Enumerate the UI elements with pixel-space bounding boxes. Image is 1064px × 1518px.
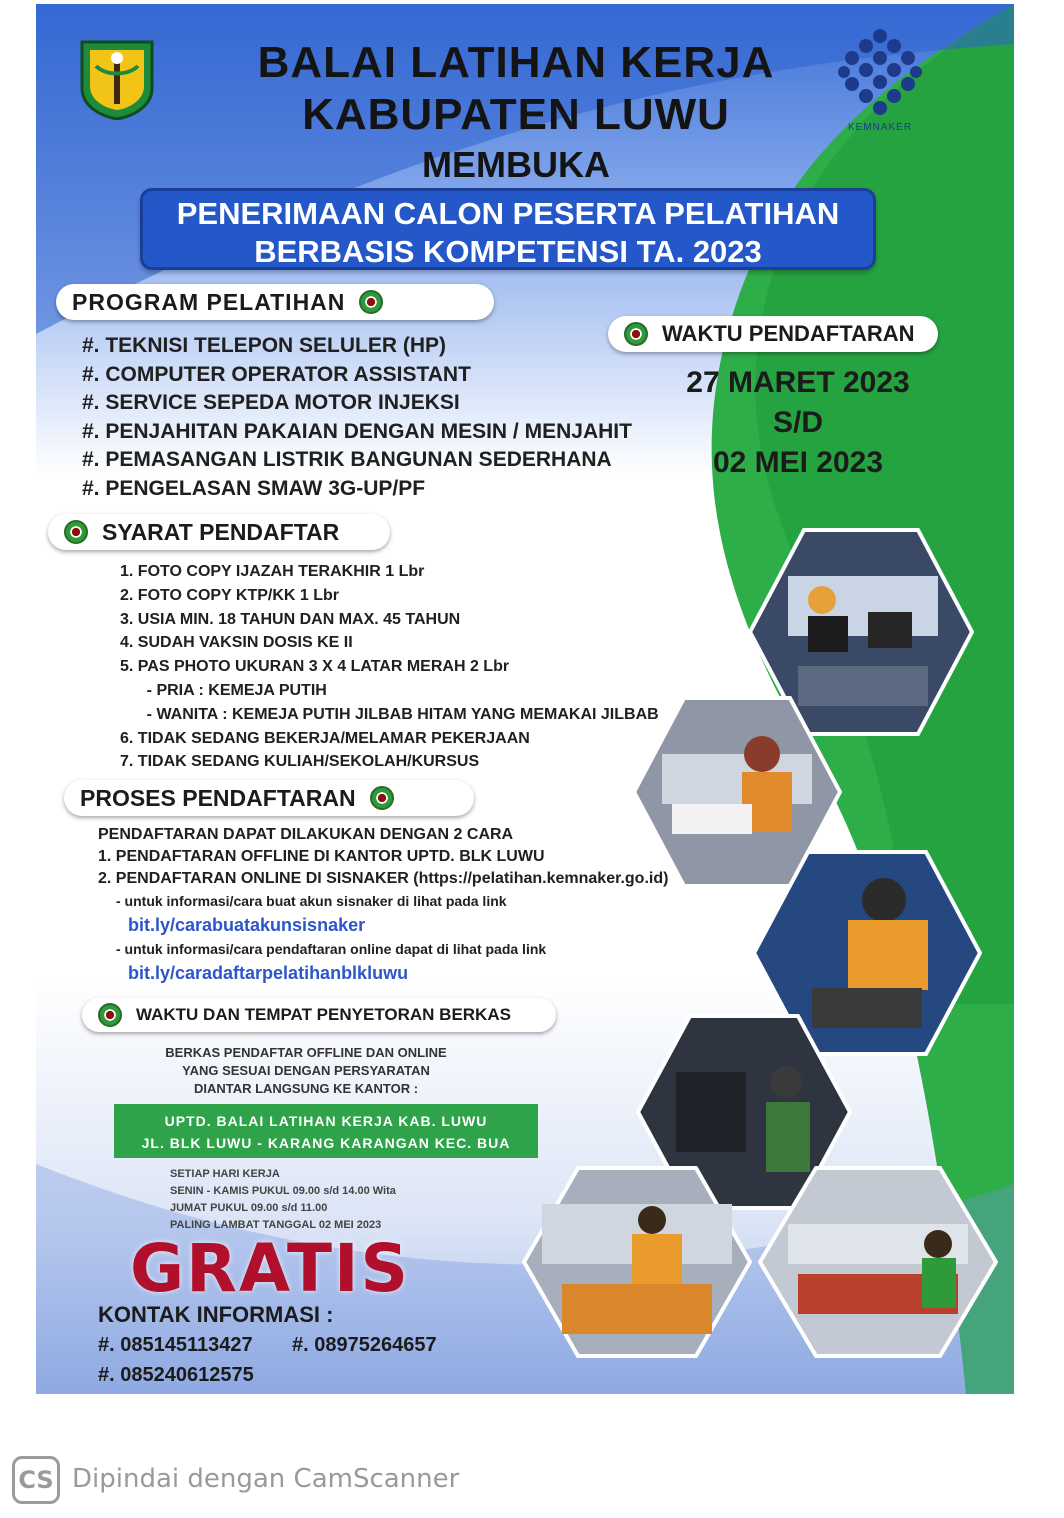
program-item: #. PEMASANGAN LISTRIK BANGUNAN SEDERHANA [82,448,612,471]
camscanner-text: Dipindai dengan CamScanner [72,1464,460,1494]
address-line: JL. BLK LUWU - KARANG KARANGAN KEC. BUA [141,1135,511,1151]
phone-number: #. 085240612575 [98,1364,254,1386]
berkas-line: DIANTAR LANGSUNG KE KANTOR : [193,1081,419,1096]
address-line: UPTD. BALAI LATIHAN KERJA KAB. LUWU [164,1113,488,1129]
proses-note: - untuk informasi/cara pendaftaran online dapat di lihat pada link [116,941,547,957]
bullet-icon [98,1003,122,1027]
kontak-heading: KONTAK INFORMASI : [98,1302,334,1327]
berkas-line: YANG SESUAI DENGAN PERSYARATAN [182,1063,430,1078]
syarat-item: - WANITA : KEMEJA PUTIH JILBAB HITAM YANG MEMAKAI JILBAB [120,705,659,723]
banner-line-1: PENERIMAAN CALON PESERTA PELATIHAN [176,196,840,231]
syarat-list [120,560,659,774]
proses-intro: PENDAFTARAN DAPAT DILAKUKAN DENGAN 2 CARA [98,826,514,843]
proses-item-online: 2. PENDAFTARAN ONLINE DI SISNAKER (https://pelatihan.kemnaker.go.id) [98,870,669,887]
program-item: #. SERVICE SEPEDA MOTOR INJEKSI [82,391,460,414]
waktu-heading [608,316,938,352]
jadwal-line: PALING LAMBAT TANGGAL 02 MEI 2023 [170,1219,382,1231]
photo-phone-repair-class [758,1164,998,1360]
berkas-text [116,1044,496,1098]
bullet-icon [370,786,394,810]
camscanner-icon: CS [12,1456,60,1504]
bullet-icon [359,290,383,314]
jadwal-line: SETIAP HARI KERJA [170,1168,280,1180]
poster [36,4,1014,1394]
kemnaker-caption: KEMNAKER [847,122,913,133]
link-buat-akun[interactable]: bit.ly/carabuatakunsisnaker [128,915,366,935]
program-item: #. COMPUTER OPERATOR ASSISTANT [82,362,471,386]
link-daftar-pelatihan[interactable]: bit.ly/caradaftarpelatihanblkluwu [128,963,409,983]
proses-heading-text: PROSES PENDAFTARAN [80,784,356,811]
waktu-end: 02 MEI 2023 [712,446,884,479]
syarat-heading [48,514,390,550]
proses-item-offline: 1. PENDAFTARAN OFFLINE DI KANTOR UPTD. BLK LUWU [98,848,545,865]
proses-note: - untuk informasi/cara buat akun sisnaker di lihat pada link [116,893,507,909]
program-heading-text: PROGRAM PELATIHAN [72,288,346,315]
photo-electrical-class [522,1164,752,1360]
bullet-icon [624,322,648,346]
syarat-item: 7. TIDAK SEDANG KULIAH/SEKOLAH/KURSUS [120,753,480,771]
program-item: #. PENJAHITAN PAKAIAN DENGAN MESIN / MENJAHIT [82,419,632,443]
waktu-heading-text: WAKTU PENDAFTARAN [662,321,915,346]
bullet-icon [64,520,88,544]
program-list [82,332,632,503]
syarat-item: 4. SUDAH VAKSIN DOSIS KE II [120,634,353,652]
syarat-item: 2. FOTO COPY KTP/KK 1 Lbr [120,586,339,604]
title-line-1: BALAI LATIHAN KERJA [257,38,775,87]
kemnaker-logo-icon [832,26,928,118]
penyetoran-heading-text: WAKTU DAN TEMPAT PENYETORAN BERKAS [136,1005,511,1024]
syarat-heading-text: SYARAT PENDAFTAR [102,518,340,545]
berkas-line: BERKAS PENDAFTAR OFFLINE DAN ONLINE [165,1045,447,1060]
phone-number: #. 08975264657 [292,1334,437,1356]
program-item: #. PENGELASAN SMAW 3G-UP/PF [82,476,426,500]
syarat-item: 3. USIA MIN. 18 TAHUN DAN MAX. 45 TAHUN [120,610,461,628]
jadwal-list [170,1166,396,1234]
waktu-separator: S/D [772,406,823,439]
kemnaker-logo [832,26,928,133]
scanner-footer [0,1446,1064,1518]
penyetoran-heading [82,998,556,1032]
proses-heading [64,780,474,816]
training-banner [140,188,876,270]
syarat-item: 1. FOTO COPY IJAZAH TERAKHIR 1 Lbr [120,563,425,580]
jadwal-line: JUMAT PUKUL 09.00 s/d 11.00 [170,1202,328,1214]
banner-line-2: BERBASIS KOMPETENSI TA. 2023 [254,234,762,269]
program-item: #. TEKNISI TELEPON SELULER (HP) [82,334,447,357]
proses-list [98,824,668,986]
phone-number: #. 085145113427 [98,1334,253,1356]
title-line-3: MEMBUKA [422,144,610,185]
waktu-start: 27 MARET 2023 [686,366,910,399]
syarat-item: 5. PAS PHOTO UKURAN 3 X 4 LATAR MERAH 2 Lbr [120,658,510,676]
office-address [114,1104,538,1158]
kabupaten-luwu-emblem-icon [76,36,158,120]
syarat-item: - PRIA : KEMEJA PUTIH [120,681,327,699]
gratis-label: GRATIS [130,1230,411,1307]
program-heading [56,284,494,320]
title-line-2: KABUPATEN LUWU [302,90,730,139]
syarat-item: 6. TIDAK SEDANG BEKERJA/MELAMAR PEKERJAAN [120,729,530,747]
jadwal-line: SENIN - KAMIS PUKUL 09.00 s/d 14.00 Wita [170,1185,396,1197]
